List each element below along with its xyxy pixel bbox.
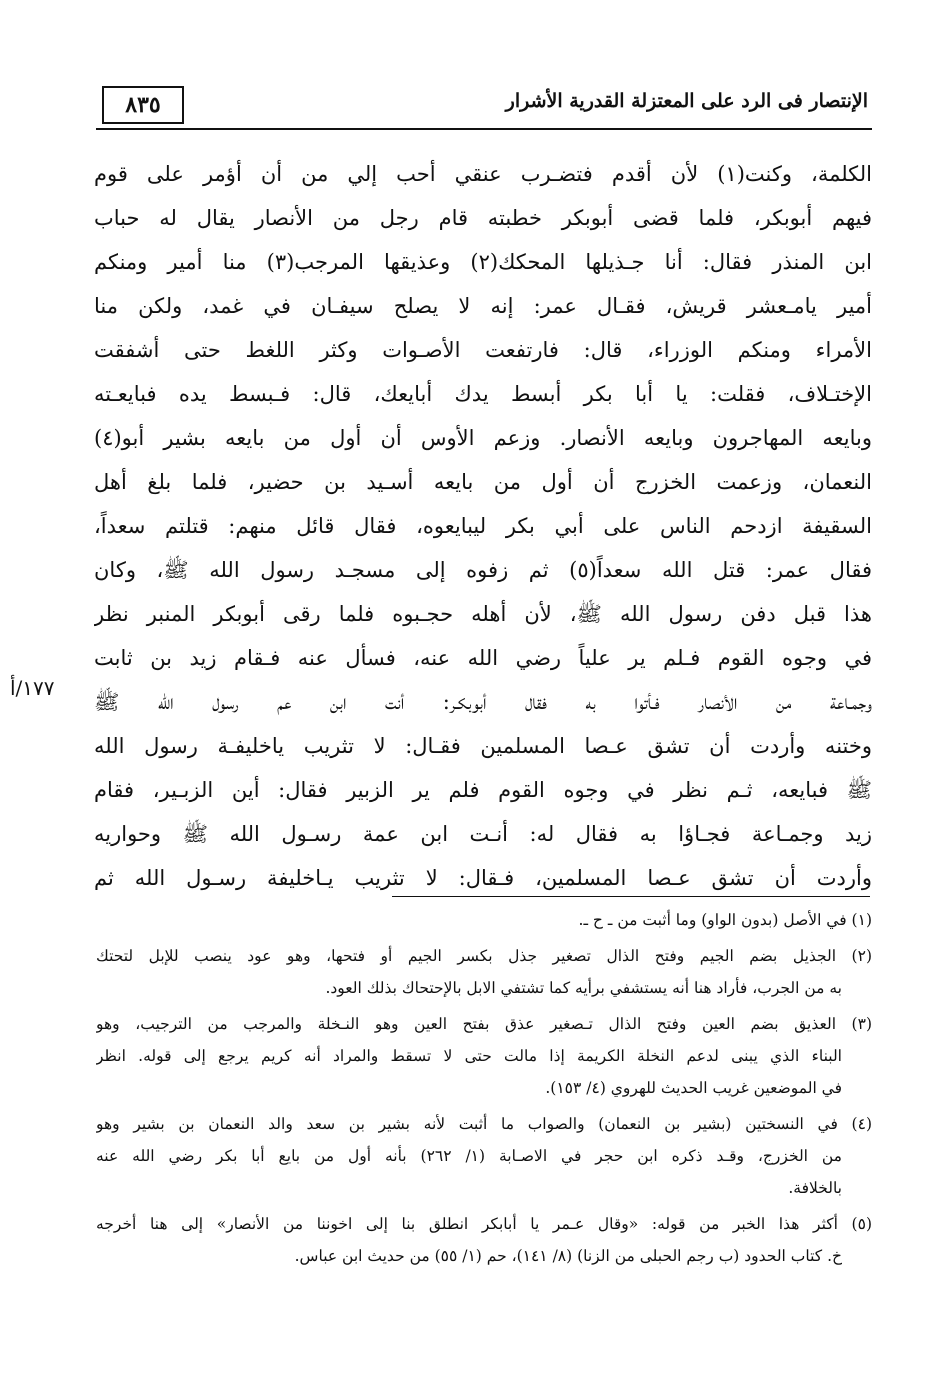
footnote-rule: [392, 896, 870, 897]
footnote-line: (٤) في النسختين (بشير بن النعمان) والصواب ما أثبت لأنه بشير بن سعد والد النعمان بن بشير وهو: [96, 1115, 872, 1133]
text-line: وأردت أن تشق عـصا المسلمين، فـقال: لا تثريب يـاخليفة رسـول الله ثم: [94, 866, 872, 890]
text-line: الإختـلاف، فقلت: يا أبا بكر أبسط يدك أبايعك، قال: فـبسط يده فبايعـته: [94, 382, 872, 406]
text-line: السقيفة ازدحم الناس على أبي بكر ليبايعوه، فقال قائل منهم: قتلتم سعداً،: [94, 514, 872, 538]
footnote-line: (٥) أكثر هذا الخبر من قوله: «وقال عـمر يا أبابكر انطلق بنا إلى اخوننا من الأنصار» إلى هنا أخرجه: [96, 1215, 872, 1233]
header-rule: [96, 128, 872, 130]
text-line: هذا قبل دفن رسول الله ﷺ، لأن أهله حجـبوه فلما رقى أبوبكر المنبر نظر: [94, 602, 872, 626]
footnote-2: [96, 940, 872, 1004]
footnote-5: [96, 1208, 872, 1272]
text-line: فيهم أبوبكر، فلما قضى أبوبكر خطبته قام رجل من الأنصار يقال له حباب: [94, 206, 872, 230]
footnote-line: بالخلافة.: [788, 1179, 842, 1197]
footnote-3: [96, 1008, 872, 1104]
footnote-line: من الخزرج، وقـد ذكره ابن حجر في الاصـابة (١/ ٢٦٢) بأنه أول من بايع أبا بكر رضي الله عنه: [96, 1147, 842, 1165]
running-title: الإنتصار فى الرد على المعتزلة القدرية الأشرار: [505, 90, 868, 112]
footnote-line: البناء الذي يبنى لدعم النخلة الكريمة إذا مالت حتى لا تسقط والمراد أنه كريم يرجع إلى قوله. انظر: [96, 1047, 842, 1065]
text-line: زيد وجمـاعة فجـاؤا به فقال له: أنـت ابن عمة رسـول الله ﷺ وحواريه: [94, 822, 872, 846]
text-line: الأمراء ومنكم الوزراء، قال: فارتفعت الأصـوات وكثر اللغط حتى أشفقت: [94, 338, 872, 362]
text-line: النعمان، وزعمت الخزرج أن أول من بايعه أسـيد بن حضير، فلما بلغ أهل: [94, 470, 872, 494]
footnote-line: (٣) العذيق بضم العين وفتح الذال تـصغير عذق بفتح العين وهو النـخلة والمرجب من الترجيب، وهو: [96, 1015, 872, 1033]
footnote-line: به من الجرب، فأراد هنا أنه يستشفي برأيه كما تشتفي الابل بالإحتحاك بذلك العود.: [325, 979, 842, 997]
text-line: الكلمة، وكنت(١) لأن أقدم فتضـرب عنقي أحب إلي من أن أؤمر على قوم: [94, 162, 872, 186]
footnote-line: (١) في الأصل (بدون الواو) وما أثبت من ـ ح ـ.: [578, 911, 872, 929]
folio-margin-note: ١٧٧/أ: [10, 676, 55, 700]
footnote-line: (٢) الجذيل بضم الجيم وفتح الذال تصغير جذل بكسر الجيم أو فتحها، وهو عود ينصب للإبل لتحتك: [96, 947, 872, 965]
footnote-line: في الموضعين غريب الحديث للهروي (٤/ ١٥٣).: [545, 1079, 842, 1097]
footnote-line: خ. كتاب الحدود (ب رجم الحبلى من الزنا) (٨/ ١٤١)، حم (١/ ٥٥) من حديث ابن عباس.: [294, 1247, 842, 1265]
footnote-4: [96, 1108, 872, 1204]
footnotes: [96, 904, 872, 1276]
text-line: وختنه وأردت أن تشق عـصا المسلمين فقـال: لا تثريب ياخليفـة رسول الله: [94, 734, 872, 758]
text-line: في وجوه القوم فـلم ير علياً رضي الله عنه، فسأل عنه فـقام زيد بن ثابت: [94, 646, 872, 670]
footnote-1: [96, 904, 872, 936]
text-line: فقال عمر: قتل الله سعداً(٥) ثم زفوه إلى مسجـد رسول الله ﷺ، وكان: [94, 558, 872, 582]
text-line: أمير يامـعشر قريش، فقـال عمر: إنه لا يصلح سيفـان في غمد، ولكن منا: [94, 294, 872, 318]
text-line: ابن المنذر فقال: أنا جـذيلها المحكك(٢) وعذيقها المرجب(٣) منا أمير ومنكم: [94, 250, 872, 274]
text-line: وبايعه المهاجرون وبايعه الأنصار. وزعم الأوس أن أول من بايعه بشير أبو(٤): [94, 426, 872, 450]
page-header: [96, 82, 872, 132]
main-text: [94, 152, 872, 900]
text-line: ﷺ فبايعه، ثـم نظر في وجوه القوم فلم ير الزبير فقال: أين الزبـير، فقام: [94, 778, 872, 802]
text-line: وجمـاعة من الأنصار فـأتوا به فقال أبوبكـر: أنت ابن عم رسول الله ﷺ: [94, 690, 872, 714]
page-number: ٨٣٥: [102, 86, 184, 124]
